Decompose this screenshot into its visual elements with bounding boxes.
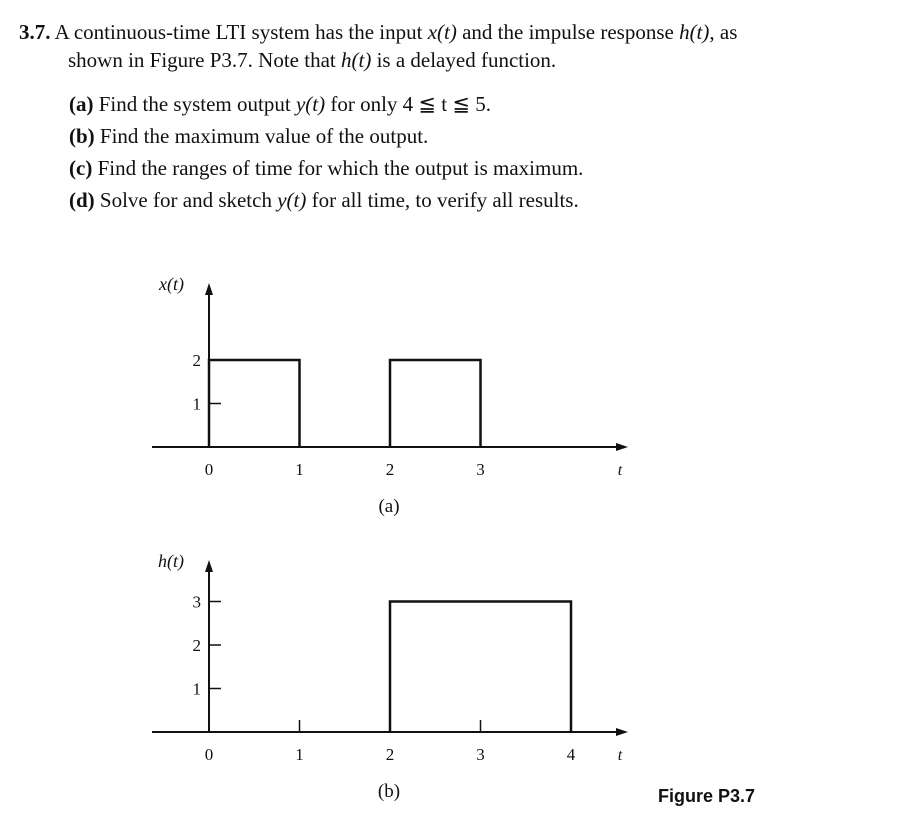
xt-pulse [209, 360, 300, 447]
part-label: (b) [69, 124, 95, 148]
part-text: Find the maximum value of the output. [99, 124, 429, 148]
math-h-of-t: h(t) [679, 20, 710, 44]
xt-x-label: t [617, 462, 623, 479]
ht-x-tick-label: 1 [295, 745, 304, 764]
ht-x-label: t [617, 747, 623, 764]
xt-x-axis-arrow [616, 443, 628, 451]
math-x-of-t: x(t) [427, 20, 457, 44]
problem-text: shown in Figure P3.7. Note that [68, 48, 341, 72]
ht-y-tick-label: 3 [192, 592, 201, 612]
part-text: for all time, to verify all results. [306, 188, 579, 212]
xt-y-label: x(t) [159, 274, 184, 294]
part-text: for only 4 ≦ t ≦ 5. [325, 92, 491, 116]
math-y-of-t: y(t) [277, 188, 307, 212]
figure-caption: Figure P3.7 [658, 786, 756, 806]
xt-y-axis-arrow [205, 283, 213, 295]
ht-pulse [390, 602, 571, 733]
math-h-of-t: h(t) [341, 48, 372, 72]
math-y-of-t: y(t) [295, 92, 326, 116]
ht-y-label: h(t) [158, 551, 184, 571]
ht-y-tick-label: 2 [192, 636, 201, 655]
problem-text: A continuous-time LTI system has the input [54, 20, 428, 44]
part-text: Solve for and sketch [99, 188, 278, 212]
part-label: (d) [69, 188, 95, 212]
problem-text: and the impulse response [456, 20, 680, 44]
xt-y-tick-label: 1 [192, 394, 201, 414]
ht-y-axis-arrow [205, 560, 213, 572]
xt-x-tick-label: 1 [295, 460, 304, 479]
problem-text: , as [709, 20, 738, 44]
problem-number: 3.7. [19, 20, 51, 44]
xt-x-tick-label: 0 [204, 460, 214, 479]
problem-text: is a delayed function. [371, 48, 557, 72]
part-label: (a) [69, 92, 94, 116]
part-text: Find the system output [98, 92, 296, 116]
part-label: (c) [69, 156, 93, 180]
part-text: Find the ranges of time for which the output is maximum. [97, 156, 584, 180]
xt-x-tick-label: 3 [476, 460, 485, 479]
ht-x-tick-label: 2 [385, 745, 395, 764]
xt-subcaption: (a) [378, 496, 400, 517]
ht-x-tick-label: 0 [204, 745, 214, 764]
ht-x-tick-label: 4 [566, 745, 576, 764]
xt-pulse [390, 360, 481, 447]
xt-y-tick-label: 2 [192, 351, 201, 370]
xt-x-tick-label: 2 [385, 460, 395, 479]
ht-subcaption: (b) [377, 781, 401, 802]
ht-y-tick-label: 1 [192, 679, 201, 699]
ht-x-tick-label: 3 [476, 745, 485, 764]
ht-x-axis-arrow [616, 728, 628, 736]
